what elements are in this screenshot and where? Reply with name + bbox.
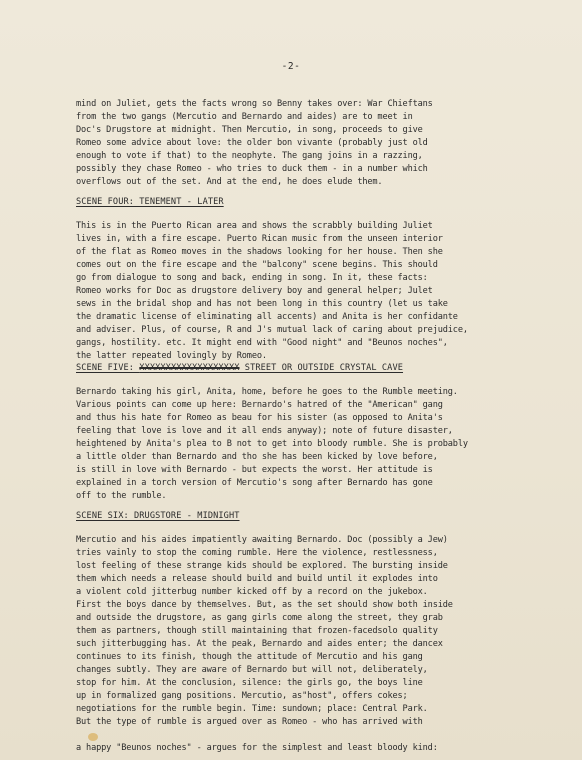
text-line: the latter repeated lovingly by Romeo. — [76, 351, 267, 361]
scene-five-heading — [76, 362, 403, 375]
text-line: them which needs a release should build and build until it explodes into — [76, 574, 438, 584]
text-line: lost feeling of these strange kids should be explored. The bursting inside — [76, 561, 448, 571]
text-line: Bernardo taking his girl, Anita, home, before he goes to the Rumble meeting. — [76, 387, 458, 397]
text-line: up in formalized gang positions. Mercutio, as"host", offers cokes; — [76, 691, 408, 701]
text-line: a little older than Bernardo and tho she has been kicked by love before, — [76, 452, 438, 462]
text-line: and thus his hate for Romeo as beau for his sister (as opposed to Anita's — [76, 413, 443, 423]
text-line: mind on Juliet, gets the facts wrong so Benny takes over: War Chieftans — [76, 99, 433, 109]
scene-five-struck-text: XXXXXXXXXXXXXXXXXXX — [139, 363, 240, 373]
scene-five-heading-prefix: SCENE FIVE: — [76, 363, 140, 373]
text-line: First the boys dance by themselves. But, as the set should show both inside — [76, 600, 453, 610]
text-line: of the flat as Romeo moves in the shadows looking for her house. Then she — [76, 247, 443, 257]
text-line: lives in, with a fire escape. Puerto Rican music from the unseen interior — [76, 234, 443, 244]
text-line: heightened by Anita's plea to B not to get into bloody rumble. She is probably — [76, 439, 468, 449]
text-line: changes subtly. They are aware of Bernardo but will not, deliberately, — [76, 665, 428, 675]
text-line: But the type of rumble is argued over as Romeo - who has arrived with — [76, 717, 423, 727]
scene-five-paragraph — [76, 386, 506, 503]
text-line: and adviser. Plus, of course, R and J's mutual lack of caring about prejudice, — [76, 325, 468, 335]
scene-five-heading-rest: STREET OR OUTSIDE CRYSTAL CAVE — [239, 363, 404, 373]
text-line: them as partners, though still maintaining that frozen-facedsolo quality — [76, 626, 438, 636]
text-line: stop for him. At the conclusion, silence: the girls go, the boys line — [76, 678, 423, 688]
text-line: Romeo works for Doc as drugstore delivery boy and general helper; Julet — [76, 286, 433, 296]
text-line: overflows out of the set. And at the end, he does elude them. — [76, 177, 383, 187]
text-line: a happy "Beunos noches" - argues for the simplest and least bloody kind: — [76, 743, 438, 753]
text-line: continues to its finish, though the attitude of Mercutio and his gang — [76, 652, 423, 662]
text-line: feeling that love is love and it all ends anyway); note of future disaster, — [76, 426, 453, 436]
text-line: Various points can come up here: Bernardo's hatred of the "American" gang — [76, 400, 443, 410]
ink-stain — [88, 733, 98, 741]
text-line: such jitterbugging has. At the peak, Bernardo and aides enter; the dancex — [76, 639, 443, 649]
text-line: explained in a torch version of Mercutio's song after Bernardo has gone — [76, 478, 433, 488]
text-line: is still in love with Bernardo - but expects the worst. Her attitude is — [76, 465, 433, 475]
page-number: -2- — [281, 61, 301, 72]
text-line: Mercutio and his aides impatiently awaiting Bernardo. Doc (possibly a Jew) — [76, 535, 448, 545]
text-line: negotiations for the rumble begin. Time: sundown; place: Central Park. — [76, 704, 428, 714]
text-line: Doc's Drugstore at midnight. Then Mercutio, in song, proceeds to give — [76, 125, 423, 135]
text-line — [76, 729, 506, 742]
intro-paragraph — [76, 98, 506, 189]
scene-four-paragraph — [76, 220, 506, 363]
text-line: and outside the drugstore, as gang girls come along the street, they grab — [76, 613, 443, 623]
text-line: off to the rumble. — [76, 491, 167, 501]
text-line: comes out on the fire escape and the "balcony" scene begins. This should — [76, 260, 438, 270]
text-line: gangs, hostility. etc. It might end with "Good night" and "Beunos noches", — [76, 338, 448, 348]
text-line: the dramatic license of eliminating all accents) and Anita is her confidante — [76, 312, 458, 322]
text-line: possibly they chase Romeo - who tries to duck them - in a number which — [76, 164, 428, 174]
scene-six-heading: SCENE SIX: DRUGSTORE - MIDNIGHT — [76, 511, 240, 521]
scene-six-paragraph — [76, 534, 506, 755]
text-line: Romeo some advice about love: the older bon vivante (probably just old — [76, 138, 428, 148]
text-line: a violent cold jitterbug number kicked off by a record on the jukebox. — [76, 587, 428, 597]
scene-four-heading: SCENE FOUR: TENEMENT - LATER — [76, 197, 224, 207]
text-line: This is in the Puerto Rican area and shows the scrabbly building Juliet — [76, 221, 433, 231]
text-line: sews in the bridal shop and has not been long in this country (let us take — [76, 299, 448, 309]
text-line: tries vainly to stop the coming rumble. Here the violence, restlessness, — [76, 548, 438, 558]
text-line: from the two gangs (Mercutio and Bernardo and aides) are to meet in — [76, 112, 413, 122]
text-line: enough to vote if that) to the neophyte. The gang joins in a razzing, — [76, 151, 423, 161]
text-line: go from dialogue to song and back, ending in song. In it, these facts: — [76, 273, 428, 283]
